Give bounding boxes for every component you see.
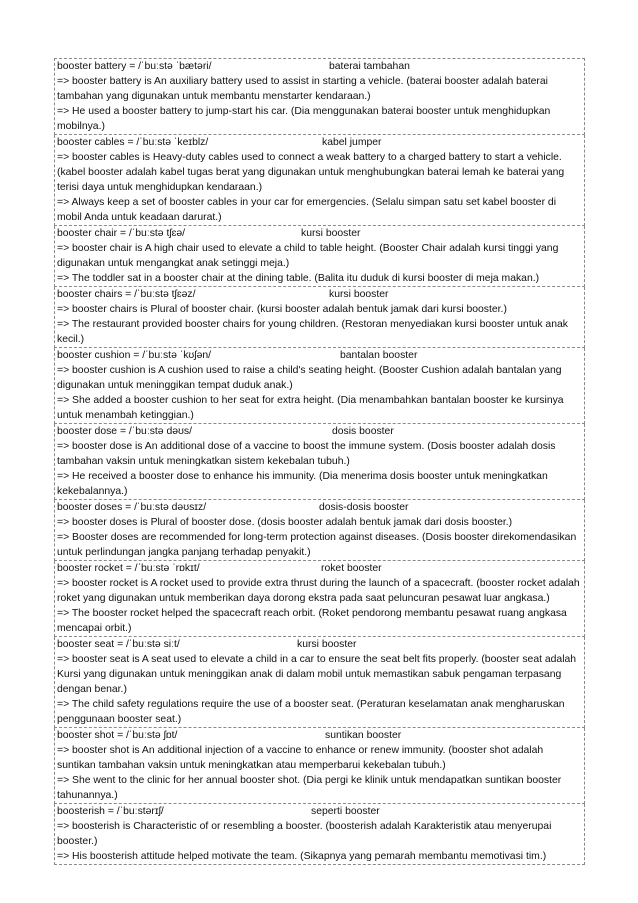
entry-example: => Always keep a set of booster cables in your car for emergencies. (Selalu simpan satu set kabel booster di mobil Anda untuk keadaan darurat.) (57, 197, 557, 223)
entry-translation: suntikan booster (325, 730, 402, 741)
entry-translation: dosis-dosis booster (319, 502, 409, 513)
entry-definition: => booster chairs is Plural of booster chair. (kursi booster adalah bentuk jamak dari kursi booster.) (57, 304, 507, 315)
entry-definition: => booster dose is An additional dose of a vaccine to boost the immune system. (Dosis booster adalah dosis tambahan vaksin untuk meningkatkan sistem kekebalan tubuh.) (57, 441, 556, 467)
entry-definition: => booster battery is An auxiliary battery used to assist in starting a vehicle. (baterai booster adalah baterai tambahan yang digunakan untuk membantu menstarter kendaraan.) (57, 76, 548, 102)
dictionary-entry (54, 804, 585, 865)
dictionary-entry (54, 500, 585, 561)
entry-example: => The toddler sat in a booster chair at the dining table. (Balita itu duduk di kursi booster di meja makan.) (57, 273, 540, 284)
entry-term: booster chair = /ˈbuːstə tʃɛə/ (57, 228, 186, 239)
dictionary-entry (54, 637, 585, 728)
entry-body (57, 363, 582, 423)
entry-definition: => booster seat is A seat used to elevate a child in a car to ensure the seat belt fits properly. (booster seat adalah Kursi yang digunakan untuk meninggikan anak di dalam mobil untuk memastikan sabuk pengaman terpasang dengan benar.) (57, 654, 577, 695)
entry-header (57, 500, 582, 515)
entry-body (57, 74, 582, 134)
dictionary-entry (54, 287, 585, 348)
entry-example: => The booster rocket helped the spacecraft reach orbit. (Roket pendorong membantu pesawat ruang angkasa mencapai orbit.) (57, 608, 567, 634)
entry-term: booster shot = /ˈbuːstə ʃɒt/ (57, 730, 178, 741)
entry-body (57, 743, 582, 803)
entry-header (57, 348, 582, 363)
entry-list (54, 58, 585, 865)
dictionary-page (54, 58, 585, 865)
entry-translation: kursi booster (329, 289, 389, 300)
entry-header (57, 59, 582, 74)
entry-body (57, 652, 582, 727)
entry-example: => The child safety regulations require the use of a booster seat. (Peraturan keselamatan anak mengharuskan penggunaan booster seat.) (57, 699, 565, 725)
dictionary-entry (54, 226, 585, 287)
entry-header (57, 561, 582, 576)
dictionary-entry (54, 135, 585, 226)
entry-translation: bantalan booster (340, 350, 418, 361)
entry-term: booster chairs = /ˈbuːstə tʃɛəz/ (57, 289, 196, 300)
entry-example: => He received a booster dose to enhance his immunity. (Dia menerima dosis booster untuk meningkatkan kekebalannya.) (57, 471, 548, 497)
entry-body (57, 819, 582, 864)
entry-header (57, 637, 582, 652)
entry-definition: => booster cushion is A cushion used to raise a child's seating height. (Booster Cushion adalah bantalan yang digunakan untuk meninggikan tempat duduk anak.) (57, 365, 562, 391)
entry-translation: kursi booster (297, 639, 357, 650)
entry-example: => He used a booster battery to jump-start his car. (Dia menggunakan baterai booster untuk menghidupkan mobilnya.) (57, 106, 551, 132)
entry-body (57, 439, 582, 499)
entry-header (57, 804, 582, 819)
entry-term: booster battery = /ˈbuːstə ˈbætəri/ (57, 61, 212, 72)
entry-term: booster seat = /ˈbuːstə siːt/ (57, 639, 180, 650)
entry-header (57, 728, 582, 743)
entry-body (57, 515, 582, 560)
entry-example: => She went to the clinic for her annual booster shot. (Dia pergi ke klinik untuk mendapatkan suntikan booster tahunannya.) (57, 775, 562, 801)
entry-term: booster cables = /ˈbuːstə ˈkeɪblz/ (57, 137, 209, 148)
entry-definition: => booster chair is A high chair used to elevate a child to table height. (Booster Chair adalah kursi tinggi yang digunakan untuk mengangkat anak setinggi meja.) (57, 243, 559, 269)
entry-example: => She added a booster cushion to her seat for extra height. (Dia menambahkan bantalan booster ke kursinya untuk menambah ketinggian.) (57, 395, 564, 421)
entry-header (57, 135, 582, 150)
dictionary-entry (54, 348, 585, 424)
entry-body (57, 150, 582, 225)
entry-body (57, 302, 582, 347)
entry-term: booster doses = /ˈbuːstə dəʊsɪz/ (57, 502, 207, 513)
entry-header (57, 287, 582, 302)
dictionary-entry (54, 728, 585, 804)
dictionary-entry (54, 561, 585, 637)
entry-translation: kursi booster (301, 228, 361, 239)
entry-translation: seperti booster (311, 806, 380, 817)
entry-definition: => booster shot is An additional injection of a vaccine to enhance or renew immunity. (booster shot adalah suntikan tambahan vaksin untuk meningkatkan atau memperbarui kekebalan tubuh.) (57, 745, 544, 771)
entry-example: => The restaurant provided booster chairs for young children. (Restoran menyediakan kursi booster untuk anak kecil.) (57, 319, 568, 345)
entry-definition: => booster rocket is A rocket used to provide extra thrust during the launch of a spacecraft. (booster rocket adalah roket yang digunakan untuk memberikan daya dorong ekstra pada saat peluncuran pesawat luar angkasa.) (57, 578, 580, 604)
entry-body (57, 576, 582, 636)
entry-example: => His boosterish attitude helped motivate the team. (Sikapnya yang pemarah membantu memotivasi tim.) (57, 851, 547, 862)
entry-translation: baterai tambahan (329, 61, 410, 72)
entry-translation: roket booster (321, 563, 382, 574)
entry-body (57, 241, 582, 286)
dictionary-entry (54, 424, 585, 500)
entry-example: => Booster doses are recommended for long-term protection against diseases. (Dosis booster direkomendasikan untuk perlindungan jangka panjang terhadap penyakit.) (57, 532, 577, 558)
entry-term: booster dose = /ˈbuːstə dəʊs/ (57, 426, 193, 437)
entry-translation: kabel jumper (322, 137, 382, 148)
entry-definition: => booster doses is Plural of booster dose. (dosis booster adalah bentuk jamak dari dosis booster.) (57, 517, 513, 528)
entry-term: booster rocket = /ˈbuːstə ˈrɒkɪt/ (57, 563, 200, 574)
entry-header (57, 226, 582, 241)
entry-term: boosterish = /ˈbuːstərɪʃ/ (57, 806, 164, 817)
entry-term: booster cushion = /ˈbuːstə ˈkʊʃən/ (57, 350, 212, 361)
entry-translation: dosis booster (332, 426, 394, 437)
dictionary-entry (54, 58, 585, 135)
entry-definition: => booster cables is Heavy-duty cables used to connect a weak battery to a charged battery to start a vehicle. (kabel booster adalah kabel tugas berat yang digunakan untuk menghubungkan baterai lemah ke baterai yang terisi daya untuk menghidupkan kendaraan.) (57, 152, 565, 193)
entry-header (57, 424, 582, 439)
entry-definition: => boosterish is Characteristic of or resembling a booster. (boosterish adalah Karakteristik atau menyerupai booster.) (57, 821, 552, 847)
